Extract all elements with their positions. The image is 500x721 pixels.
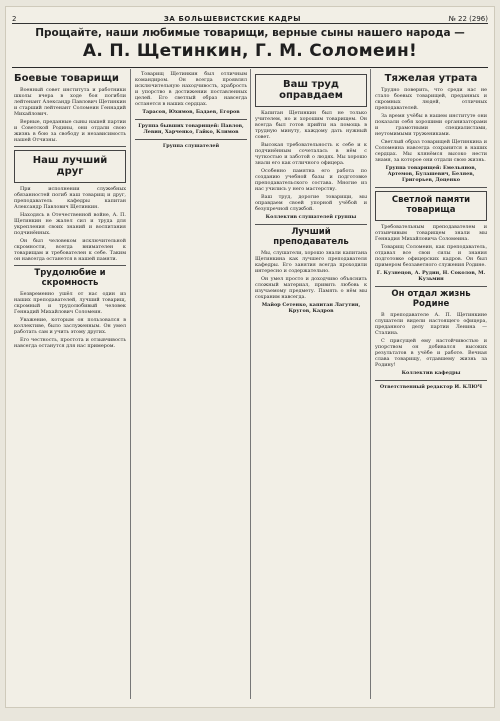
article-title-nash-drug: Наш лучший друг	[32, 155, 108, 177]
section-divider	[135, 139, 247, 140]
paragraph: Верные, преданные сыны нашей партии и Советской Родины, они отдали свою жизнь в бою за свободу и независимость нашей Отчизны.	[14, 119, 126, 143]
section-divider	[14, 146, 126, 147]
section-divider	[375, 380, 487, 381]
main-headline	[12, 27, 488, 62]
headline-line-1: Прощайте, наши любимые товарищи, верные сыны нашего народа —	[35, 27, 465, 39]
signature: Группа слушателей	[162, 143, 220, 149]
paragraph: Уважение, которым он пользовался в коллективе, было заслуженным. Он умел работать сам и учить этому других.	[14, 317, 126, 335]
article-title-trudolubie: Трудолюбие и скромность	[34, 268, 106, 288]
paragraph: Трудно поверить, что среди нас не стало боевых товарищей, преданных и скромных людей, отличных преподавателей.	[375, 87, 487, 111]
paragraph: Капитан Щетинкин был не только учителем, но и хорошим товарищем. Он всегда был готов прийти на помощь в трудную минуту, каждому дать нужный совет.	[255, 110, 367, 140]
masthead	[12, 11, 488, 24]
paragraph: Мы, слушатели, хорошо знали капитана Щетинкина как лучшего преподавателя кафедры. Его занятия всегда проходили интересно и содержательно.	[255, 250, 367, 274]
paragraph: Он был человеком исключительной скромности, всегда внимателен к товарищам и требователен к себе. Таким он навсегда останется в нашей памяти.	[14, 238, 126, 262]
issue-number: № 22 (296)	[448, 15, 488, 23]
paragraph: Безвременно ушёл от нас один из наших преподавателей, лучший товарищ, скромный и трудолюбивый человек Геннадий Михайлович Соломеин.	[14, 291, 126, 315]
section-divider	[375, 286, 487, 287]
paragraph: Высокая требовательность к себе и к подчинённым сочеталась в нём с чуткостью и заботой о людях. Мы хорошо знали его как отличного офицера.	[255, 142, 367, 166]
article-title-vash-trud: Ваш труд оправдаем	[279, 79, 343, 101]
article-box-nash-drug	[14, 150, 126, 183]
section-divider	[135, 119, 247, 120]
signature: Г. Кузнецов, А. Рудин, Н. Соколов, М. Кузьмин	[376, 270, 486, 282]
article-title-on-otdal: Он отдал жизнь Родине	[391, 289, 471, 309]
signature: Группа товарищей: Емельянов, Артемов, Булашевич, Беляев, Григорьев, Доценко	[385, 165, 477, 183]
paragraph: Его честность, простота и отзывчивость навсегда останутся для нас примером.	[14, 337, 126, 349]
column-separator	[370, 69, 371, 699]
signature: Тарасов, Юхимов, Бадаев, Егоров	[142, 109, 240, 115]
column-separator	[130, 69, 131, 699]
paragraph: За время учёбы в нашем институте они показали себя хорошими организаторами и грамотными специалистами, неутомимыми тружениками.	[375, 113, 487, 137]
paragraph: При исполнении служебных обязанностей погиб наш товарищ и друг, преподаватель кафедры капитан Александр Павлович Щетинкин.	[14, 186, 126, 210]
paragraph: Товарищ Соломеин, как преподаватель, отдавал все свои силы и знания подготовке офицерских кадров. Он был примером беззаветного служения Родине.	[375, 244, 487, 268]
paragraph: Требовательным преподавателем и отзывчивым товарищем знали мы Геннадия Михайловича Соломеина.	[375, 224, 487, 242]
signature: Коллектив кафедры	[401, 370, 461, 376]
headline-line-2: А. П. Щетинкин, Г. М. Соломеин!	[82, 41, 418, 61]
newspaper-title: ЗА БОЛЬШЕВИСТСКИЕ КАДРЫ	[163, 15, 302, 23]
signature: Коллектив слушателей группы	[265, 214, 357, 220]
paragraph: Он умел просто и доходчиво объяснить сложный материал, привить любовь к изучаемому предмету. Память о нём мы сохраним навсегда.	[255, 276, 367, 300]
section-divider	[375, 187, 487, 188]
paragraph: Товарищ Щетинкин был отличным командиром. Он всегда проявлял исключительную находчивость, храбрость и упорство в достижении поставленных целей. Его светлый образ навсегда останется в наших сердцах.	[135, 71, 247, 107]
paragraph: Светлый образ товарищей Щетинкина и Соломеина навсегда сохранится в наших сердцах. Мы клянёмся высоко нести знамя, за которое они отдали свою жизнь.	[375, 139, 487, 163]
paragraph: Военный совет института и работники школы вчера в ходе боя погибли лейтенант Александр Павлович Щетинкин и старший лейтенант Соломеин Геннадий Михайлович.	[14, 87, 126, 117]
article-title-svetloy: Светлой памяти товарища	[391, 195, 471, 215]
column-4	[375, 71, 487, 697]
column-1	[14, 71, 126, 697]
article-title-tyazhelaya: Тяжелая утрата	[384, 73, 478, 84]
column-3	[255, 71, 367, 697]
article-box-vash-trud	[255, 74, 367, 107]
newspaper-page	[6, 7, 494, 707]
paragraph: Ваш труд, дорогие товарищи, мы оправдаем своей упорной учёбой и безупречной службой.	[255, 194, 367, 212]
paragraph: Находясь в Отечественной войне, А. П. Щетинкин не жалел сил и труда для укрепления своих знаний и воспитания подчинённых.	[14, 212, 126, 236]
paragraph: Особенно памятна его работа по созданию учебной базы и подготовке преподавательского состава. Многие из нас учились у него мастерству.	[255, 168, 367, 192]
column-2	[135, 71, 247, 697]
column-separator	[250, 69, 251, 699]
editor-footer: Ответственный редактор И. КЛЮЧ	[379, 384, 483, 390]
article-title-boevye: Боевые товарищи	[14, 73, 119, 84]
paragraph: С присущей ему настойчивостью и упорством он добивался высоких результатов в учёбе и работе. Вечная слава товарищу, отдавшему жизнь за Родину!	[375, 338, 487, 368]
signature: Группа бывших товарищей: Павлов, Левин, Харченко, Гайко, Климов	[138, 123, 244, 135]
paragraph: В преподавателе А. П. Щетинкине слушатели видели настоящего офицера, преданного делу партии Ленина — Сталина.	[375, 312, 487, 336]
article-title-luchshiy: Лучший преподаватель	[273, 227, 349, 247]
signature: Майор Сетенко, капитан Лагутин, Кругов, Кадров	[261, 302, 361, 314]
page-number: 2	[12, 15, 17, 23]
section-divider	[255, 224, 367, 225]
article-box-svetloy	[375, 191, 487, 221]
headline-rule	[12, 67, 488, 68]
section-divider	[14, 265, 126, 266]
